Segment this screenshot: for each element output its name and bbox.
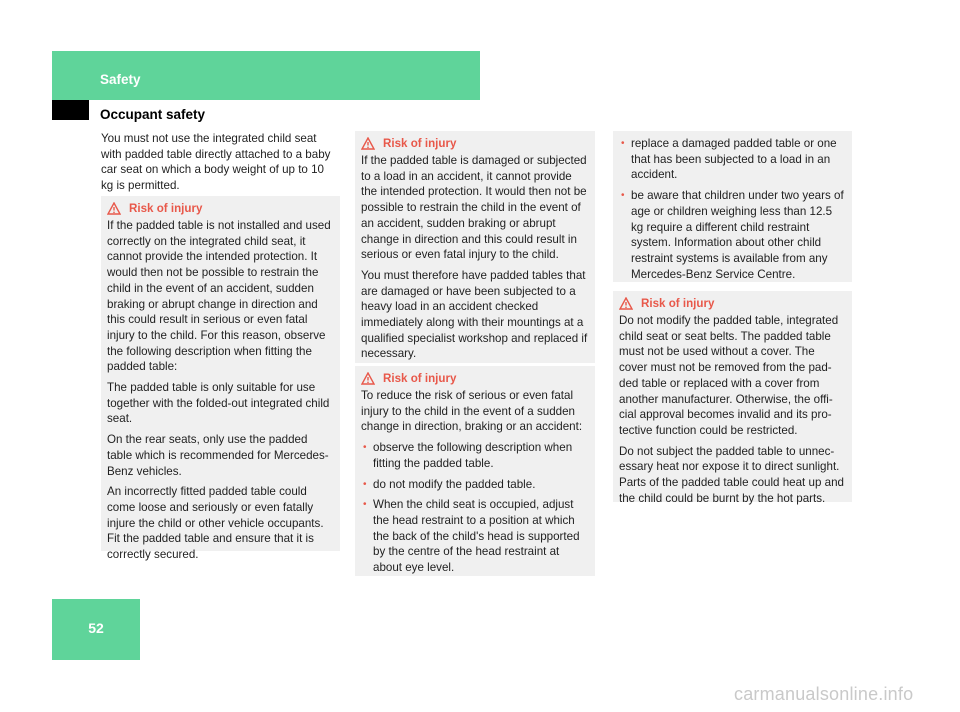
page-title: Occupant safety: [100, 107, 206, 122]
warning-bullet-list: [361, 440, 589, 576]
warning-triangle-icon: [107, 202, 121, 215]
warning-paragraph: Do not subject the padded table to unnec-essary heat nor expose it to direct sunlight. Parts of the padded table could heat up and the child could be burnt by the hot parts.: [619, 444, 844, 505]
bullet-dot-icon: •: [363, 478, 367, 490]
warning-heading: [107, 201, 334, 216]
warning-paragraph: The padded table is only suitable for use together with the folded-out integrated child seat.: [107, 381, 330, 426]
warning-box-3: [355, 366, 595, 576]
warning-title: Risk of injury: [641, 297, 715, 310]
warning-paragraph: You must therefore have padded tables that are damaged or have been subjected to a heavy load in an accident checked immediately along with their mountings at a qualified specialist workshop and replaced if necessary.: [361, 268, 588, 361]
bullet-dot-icon: •: [363, 499, 367, 511]
warning-box-2: [355, 131, 595, 363]
warning-paragraph: On the rear seats, only use the padded table which is recommended for Mercedes-Benz vehicles.: [107, 433, 329, 478]
warning-paragraph: If the padded table is not installed and used correctly on the integrated child seat, it cannot provide the intended protection. It would then not be possible to restrain the child in the event of an accident, sudden braking or abrupt change in direction and this could result in serious or even fatal injury to the child. For this reason, observe the following description when fitting the padded table:: [107, 219, 331, 374]
list-item: • be aware that children under two years of age or children weighing less than 12.5 kg require a different child restraint system. Information about other child restraint systems is available from any Mercedes-Benz Service Centre.: [621, 189, 844, 281]
page-tab-marker: [52, 100, 89, 120]
warning-heading: [361, 136, 589, 151]
bullet-list: [619, 136, 846, 282]
list-item: • do not modify the padded table.: [363, 477, 536, 491]
bullet-dot-icon: •: [621, 138, 625, 149]
warning-box-4: [613, 291, 852, 505]
warning-title: Risk of injury: [129, 202, 203, 215]
warning-paragraph: To reduce the risk of serious or even fatal injury to the child in the event of a sudden change in direction, braking or an accident:: [361, 389, 583, 434]
warning-box-1: [101, 196, 340, 562]
page-number: 52: [52, 599, 140, 660]
warning-triangle-icon: [361, 137, 375, 150]
bullet-dot-icon: •: [363, 442, 367, 454]
list-item: • replace a damaged padded table or one that has been subjected to a load in an accident.: [621, 137, 837, 182]
continued-bullets-box: [613, 131, 852, 282]
section-title: Safety: [100, 72, 141, 87]
bullet-dot-icon: •: [621, 190, 625, 202]
warning-title: Risk of injury: [383, 137, 457, 150]
list-item: • When the child seat is occupied, adjust the head restraint to a position at which the back of the child's head is supported by the centre of the head restraint at about eye level.: [363, 498, 580, 575]
intro-paragraph: You must not use the integrated child seat with padded table directly attached to a baby car seat on which a body weight of up to 10 kg is permitted.: [101, 132, 331, 193]
warning-triangle-icon: [361, 372, 375, 385]
warning-paragraph: An incorrectly fitted padded table could come loose and seriously or even fatally injure the child or other vehicle occupants. Fit the padded table and ensure that it is correctly secured.: [107, 485, 324, 562]
watermark-text: carmanualsonline.info: [734, 684, 914, 704]
warning-triangle-icon: [619, 297, 633, 310]
warning-heading: [619, 296, 846, 311]
list-item: • observe the following description when fitting the padded table.: [363, 441, 573, 470]
warning-heading: [361, 371, 589, 386]
warning-paragraph: Do not modify the padded table, integrated child seat or seat belts. The padded table must not be used without a cover. The cover must not be removed from the pad-ded table or replaced with a cover from another manufacturer. Otherwise, the offi-cial approval becomes invalid and its pro-tective function could be restricted.: [619, 314, 839, 437]
warning-paragraph: If the padded table is damaged or subjected to a load in an accident, it cannot provide the intended protection. It would then not be possible to restrain the child in the event of an accident, sudden braking or abrupt change in direction and this could result in serious or even fatal injury to the child.: [361, 154, 587, 262]
warning-title: Risk of injury: [383, 372, 457, 385]
